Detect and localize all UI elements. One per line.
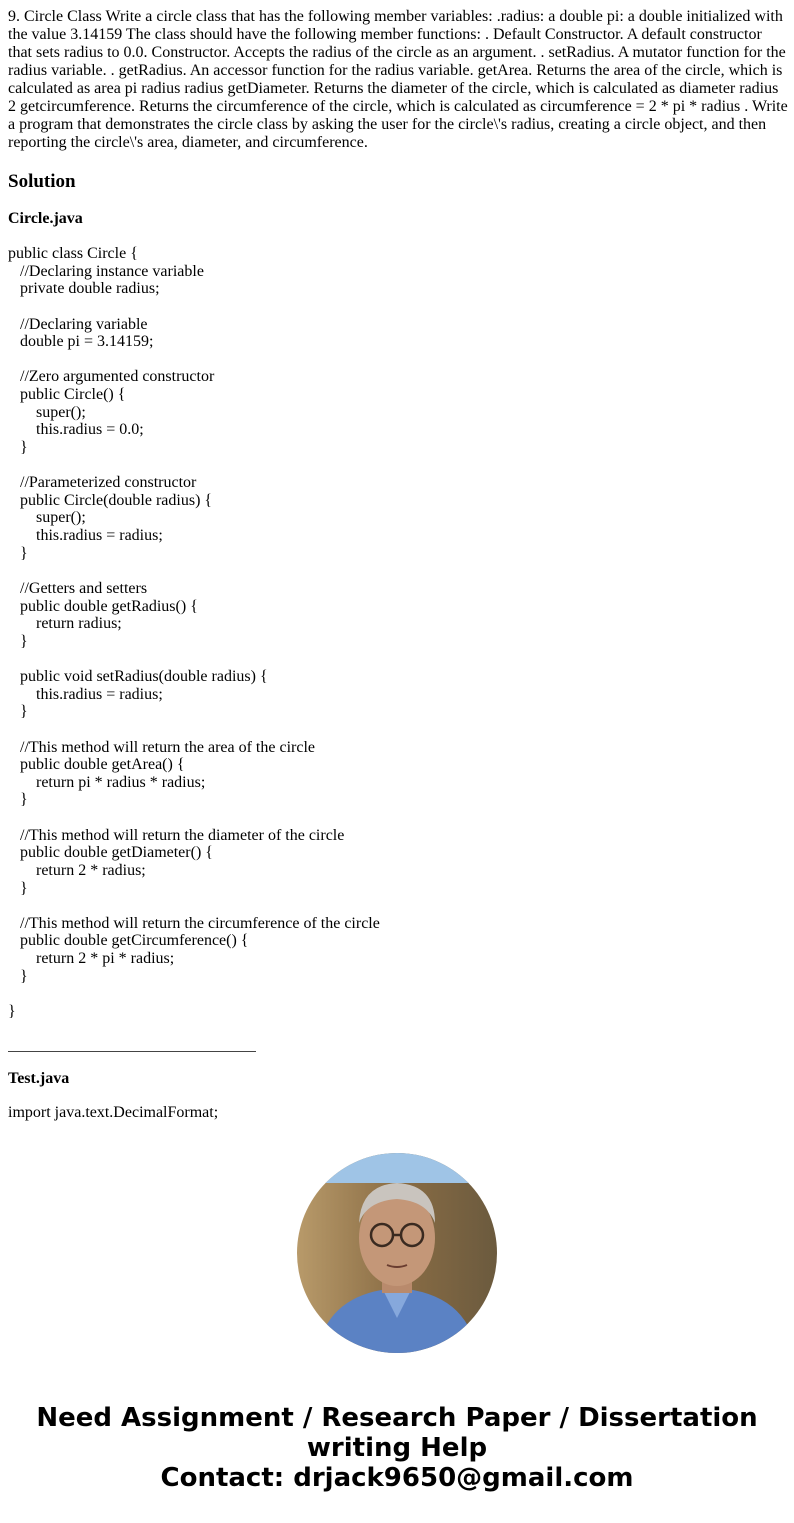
file-name-circle: Circle.java (8, 210, 83, 227)
code-line: public Circle() { (8, 386, 126, 403)
promo-line-2: writing Help (306, 1433, 488, 1463)
code-line: //Getters and setters (8, 579, 148, 597)
code-line: private double radius; (8, 280, 160, 298)
code-line (8, 650, 380, 668)
code-line: public class Circle { (8, 245, 138, 262)
code-line (8, 562, 380, 580)
code-line (8, 457, 380, 475)
code-line: return radius; (8, 615, 122, 633)
code-line: this.radius = 0.0; (8, 421, 144, 439)
code-line: public void setRadius(double radius) { (8, 668, 268, 685)
code-line: } (8, 791, 28, 809)
code-line: this.radius = radius; (8, 685, 163, 703)
code-line: } (8, 438, 28, 456)
code-line: public double getCircumference() { (8, 932, 249, 950)
code-line: } (8, 967, 28, 985)
code-line: double pi = 3.14159; (8, 333, 154, 351)
code-line: //This method will return the diameter of the circle (8, 826, 345, 844)
code-line: return pi * radius * radius; (8, 773, 206, 791)
code-line: } (8, 632, 28, 650)
author-photo (297, 1153, 497, 1353)
code-line: //Parameterized constructor (8, 474, 197, 492)
code-line (8, 298, 380, 316)
question-text: 9. Circle Class Write a circle class that has the following member variables: .radius: a double pi: a double initialized with the value 3.14159 The class should have the following member functions: . Default Constructor. A default constructor that sets radius to 0.0. Constructor. Accepts the radius of the circle as an argument. . setRadius. A mutator function for the radius variable. . getRadius. An accessor function for the radius variable. getArea. Returns the area of the circle, which is calculated as area pi radius radius getDiameter. Returns the diameter of the circle, which is calculated as diameter radius 2 getcircumference. Returns the circumference of the circle, which is calculated as circumference = 2 * pi * radius . Write a program that demonstrates the circle class by asking the user for the circle\'s radius, creating a circle object, and then reporting the circle\'s area, diameter, and circumference. (8, 8, 788, 151)
code-line: //Zero argumented constructor (8, 368, 215, 386)
code-line: public double getDiameter() { (8, 844, 213, 862)
code-line: } (8, 703, 28, 721)
code-line: public Circle(double radius) { (8, 491, 213, 509)
promo-line-1: Need Assignment / Research Paper / Dissertation (36, 1403, 758, 1433)
code-line: this.radius = radius; (8, 527, 163, 544)
code-block (8, 245, 380, 1021)
code-line: //Declaring variable (8, 315, 148, 333)
code-line: super(); (8, 509, 86, 527)
promo-contact: Contact: drjack9650@gmail.com (160, 1463, 634, 1493)
code-line: super(); (8, 403, 86, 421)
code-line: public double getArea() { (8, 756, 185, 774)
code-line: } (8, 544, 28, 562)
code-line (8, 351, 380, 369)
code-line (8, 809, 380, 827)
solution-heading: Solution (8, 171, 76, 192)
code-line (8, 897, 380, 915)
promo-banner (0, 1403, 794, 1493)
file-name-test: Test.java (8, 1070, 70, 1087)
code-line (8, 721, 380, 739)
code-line (8, 985, 380, 1003)
code-line: public double getRadius() { (8, 597, 198, 615)
divider (8, 1051, 256, 1052)
import-line: import java.text.DecimalFormat; (8, 1104, 219, 1121)
code-line: } (8, 1002, 16, 1020)
code-line: //This method will return the circumference of the circle (8, 914, 380, 932)
code-line: return 2 * pi * radius; (8, 950, 175, 967)
code-line: return 2 * radius; (8, 861, 146, 879)
code-line: //Declaring instance variable (8, 262, 204, 280)
code-line: } (8, 879, 28, 897)
code-line: //This method will return the area of the circle (8, 738, 315, 756)
